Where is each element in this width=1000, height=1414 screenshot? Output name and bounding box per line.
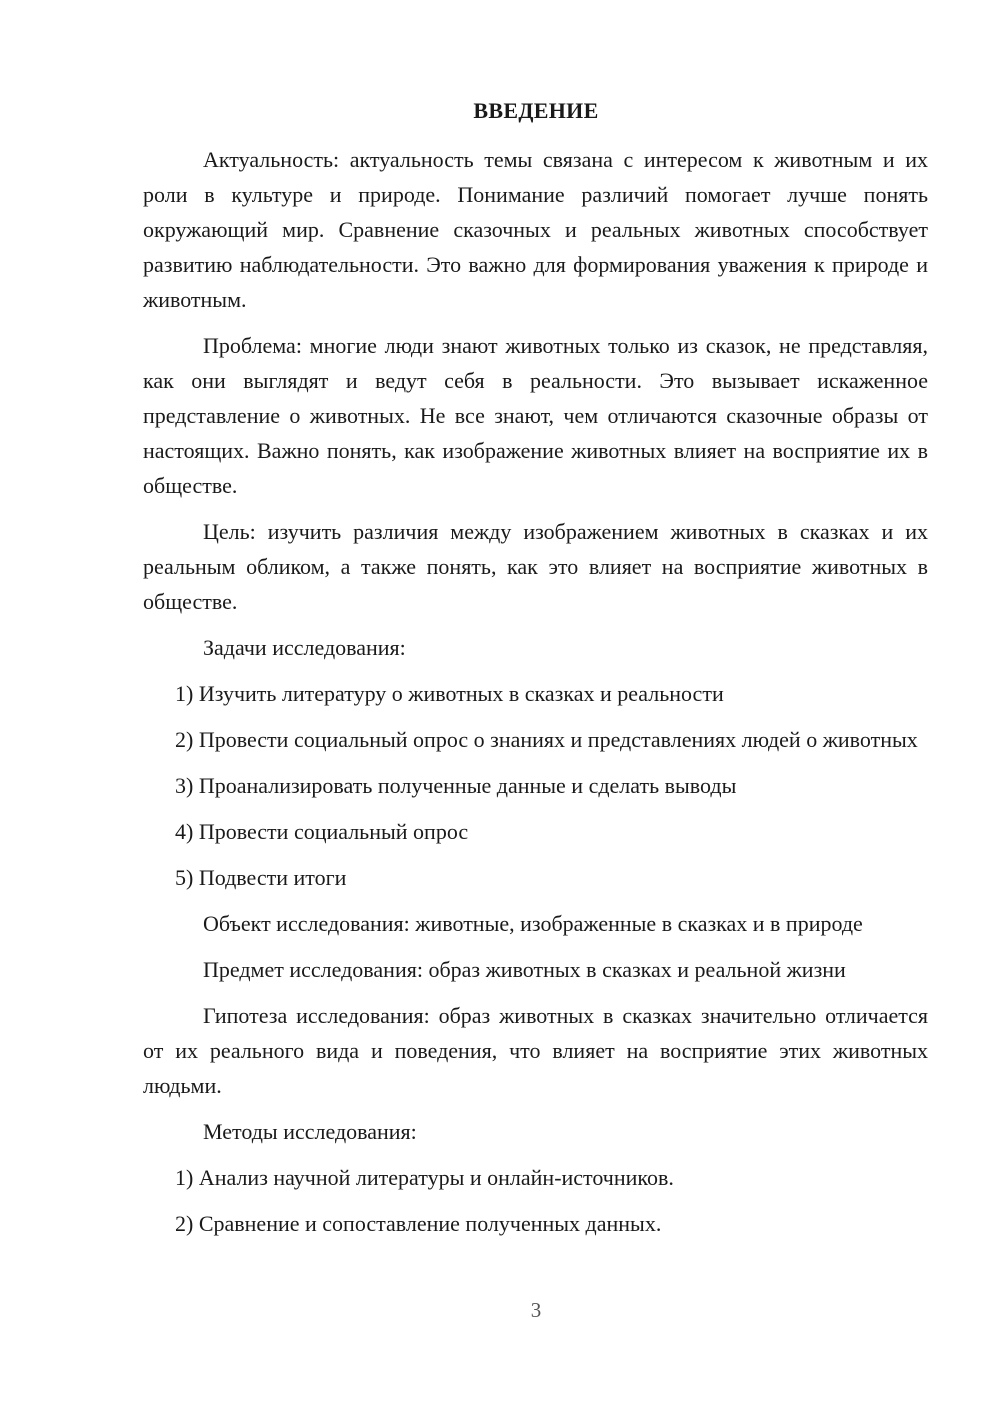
hypothesis-paragraph: Гипотеза исследования: образ животных в сказках значительно отличается от их реального вида и поведения, что влияет на восприятие этих животных людьми. — [143, 1003, 928, 1098]
task-item-2: 2) Провести социальный опрос о знаниях и представлениях людей о животных — [175, 727, 918, 752]
methods-heading: Методы исследования: — [203, 1119, 417, 1144]
tasks-heading: Задачи исследования: — [203, 635, 406, 660]
goal-paragraph: Цель: изучить различия между изображением животных в сказках и их реальным обликом, а также понять, как это влияет на восприятие животных в обществе. — [143, 519, 928, 614]
page-number: 3 — [530, 1298, 542, 1322]
task-item-3: 3) Проанализировать полученные данные и сделать выводы — [175, 773, 737, 798]
problem-paragraph: Проблема: многие люди знают животных только из сказок, не представляя, как они выглядят и ведут себя в реальности. Это вызывает искаженное представление о животных. Не все знают, чем отличаются сказочные образы от настоящих. Важно понять, как изображение животных влияет на восприятие их в обществе. — [143, 333, 928, 498]
method-item-1: 1) Анализ научной литературы и онлайн-источников. — [175, 1165, 674, 1190]
task-item-5: 5) Подвести итоги — [175, 865, 347, 890]
object-paragraph: Объект исследования: животные, изображенные в сказках и в природе — [203, 911, 863, 936]
page-title: ВВЕДЕНИЕ — [473, 98, 599, 123]
page-content — [143, 142, 928, 1252]
subject-paragraph: Предмет исследования: образ животных в сказках и реальной жизни — [203, 957, 846, 982]
method-item-2: 2) Сравнение и сопоставление полученных данных. — [175, 1211, 662, 1236]
relevance-paragraph: Актуальность: актуальность темы связана с интересом к животным и их роли в культуре и природе. Понимание различий помогает лучше понять окружающий мир. Сравнение сказочных и реальных животных способствует развитию наблюдательности. Это важно для формирования уважения к природе и животным. — [143, 147, 928, 312]
task-item-1: 1) Изучить литературу о животных в сказках и реальности — [175, 681, 724, 706]
task-item-4: 4) Провести социальный опрос — [175, 819, 469, 844]
